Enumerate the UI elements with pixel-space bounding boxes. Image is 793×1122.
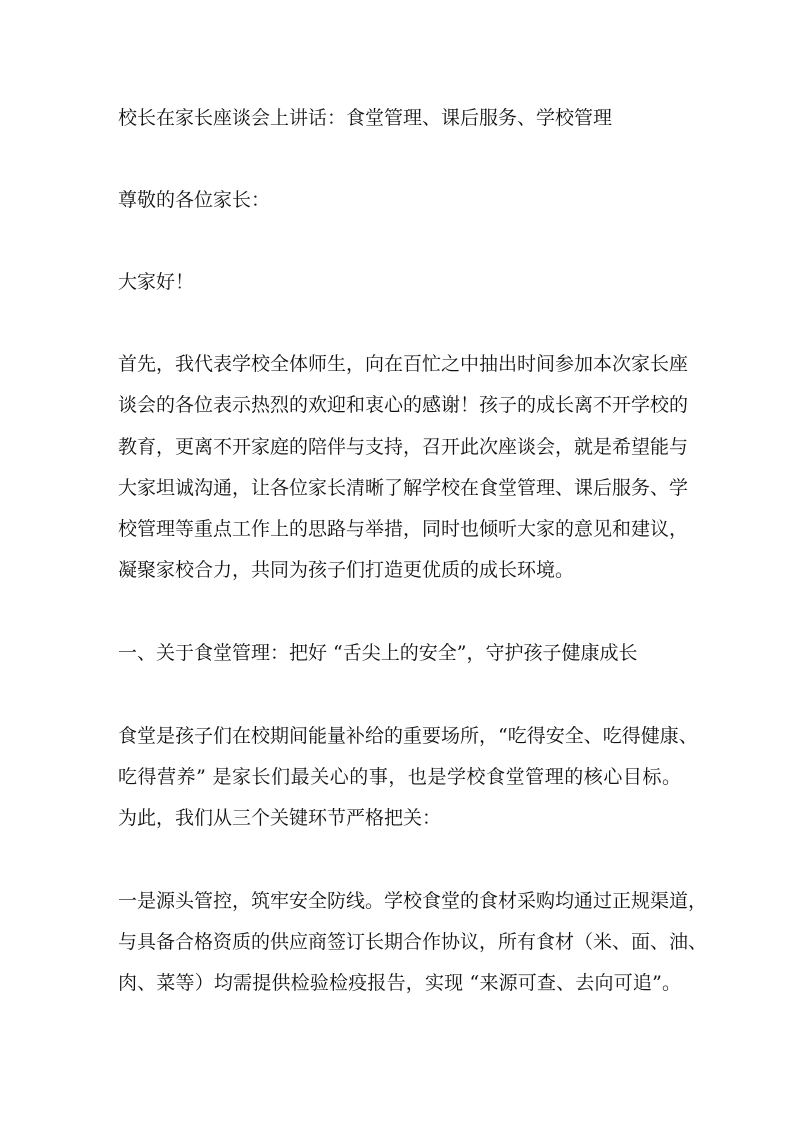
paragraph-line: 大家坦诚沟通，让各位家长清晰了解学校在食堂管理、课后服务、学 (118, 477, 689, 499)
document-title: 校长在家长座谈会上讲话：食堂管理、课后服务、学校管理 (118, 107, 613, 129)
paragraph-line: 校管理等重点工作上的思路与举措，同时也倾听大家的意见和建议， (118, 518, 689, 540)
paragraph-line: 首先，我代表学校全体师生，向在百忙之中抽出时间参加本次家长座 (118, 353, 689, 375)
paragraph-line: 食堂是孩子们在校期间能量补给的重要场所，“吃得安全、吃得健康、 (118, 725, 698, 747)
paragraph-line: 一是源头管控，筑牢安全防线。学校食堂的食材采购均通过正规渠道， (118, 890, 708, 912)
paragraph-line: 教育，更离不开家庭的陪伴与支持，召开此次座谈会，就是希望能与 (118, 436, 689, 458)
paragraph-line: 为此，我们从三个关键环节严格把关： (118, 807, 442, 829)
paragraph-line: 谈会的各位表示热烈的欢迎和衷心的感谢！孩子的成长离不开学校的 (118, 394, 689, 416)
paragraph-line: 吃得营养” 是家长们最关心的事，也是学校食堂管理的核心目标。 (118, 766, 681, 788)
paragraph-line: 凝聚家校合力，共同为孩子们打造更优质的成长环境。 (118, 559, 575, 581)
greeting: 大家好！ (118, 271, 195, 293)
paragraph-line: 与具备合格资质的供应商签订长期合作协议，所有食材（米、面、油、 (118, 931, 708, 953)
section-heading: 一、关于食堂管理：把好 “舌尖上的安全”，守护孩子健康成长 (118, 642, 638, 664)
salutation: 尊敬的各位家长： (118, 189, 271, 211)
paragraph-line: 肉、菜等）均需提供检验检疫报告，实现 “来源可查、去向可追”。 (118, 972, 681, 994)
